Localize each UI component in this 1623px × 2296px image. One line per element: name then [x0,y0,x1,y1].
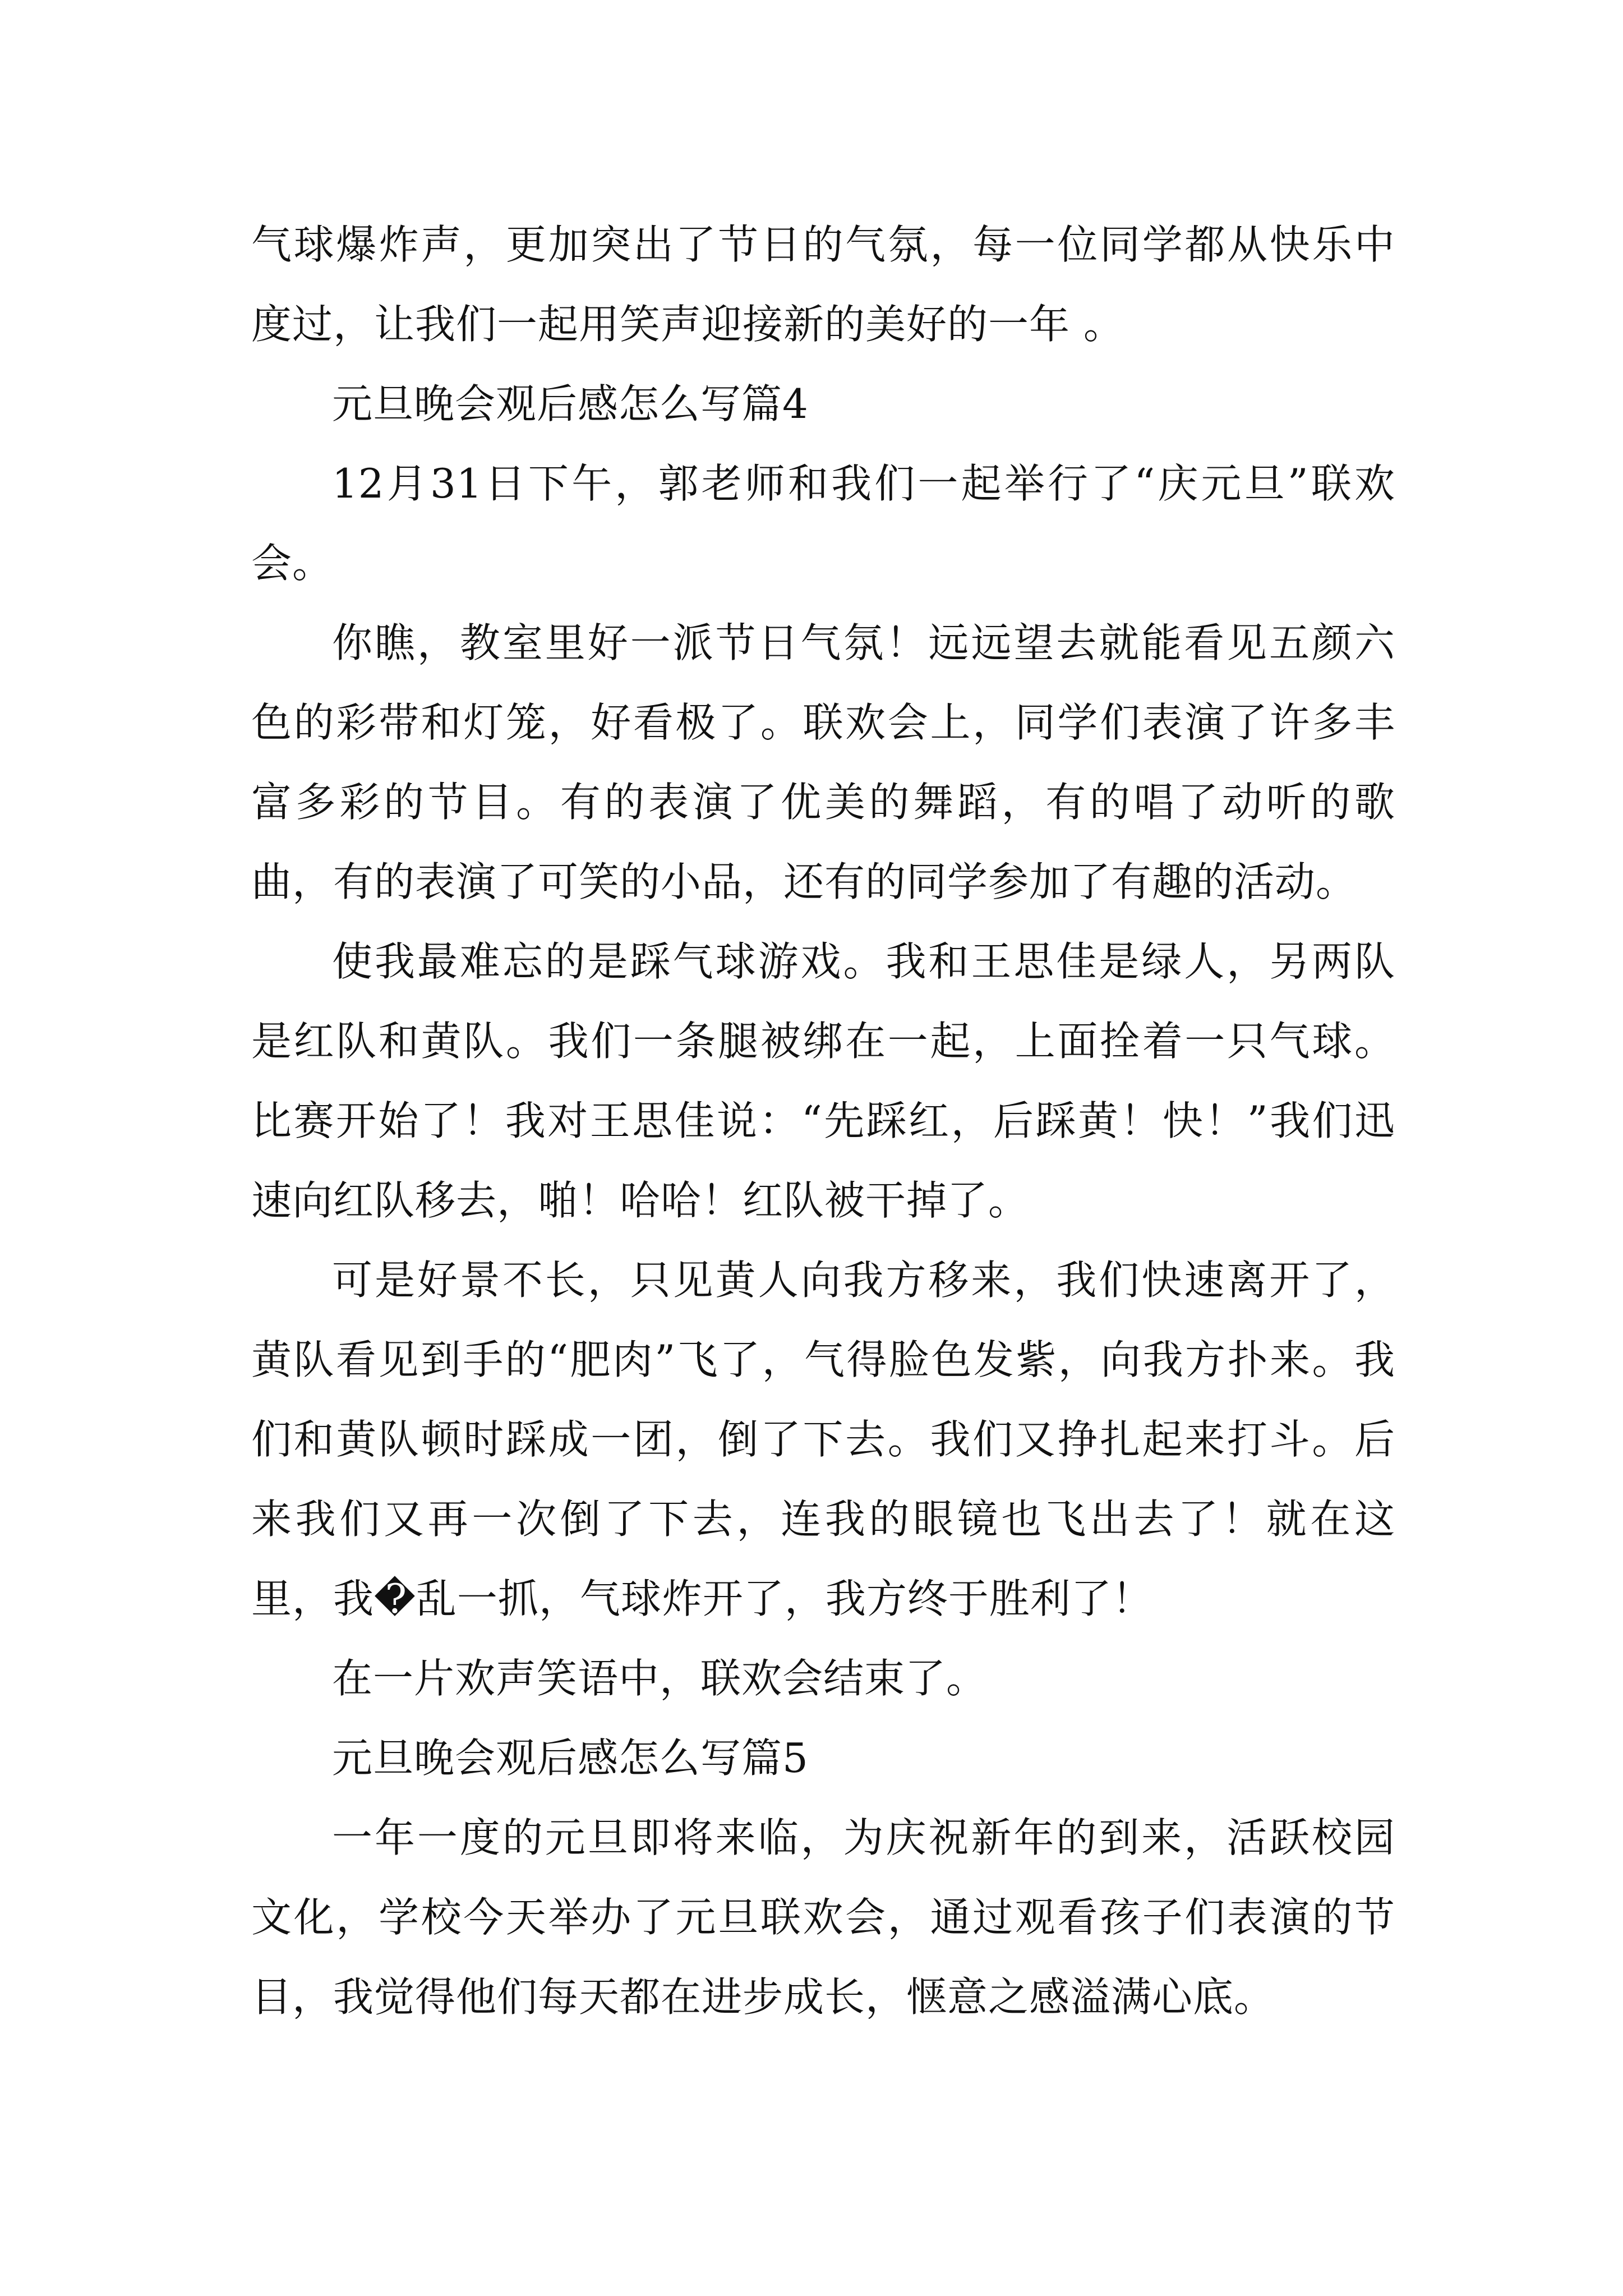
paragraph-continuation: 气球爆炸声，更加突出了节日的气氛，每一位同学都从快乐中度过，让我们一起用笑声迎接新的美好的一年 。 [251,221,1395,348]
paragraph: 在一片欢声笑语中，联欢会结束了。 [332,1655,988,1702]
paragraph: 一年一度的元旦即将来临，为庆祝新年的到来，活跃校园文化，学校今天举办了元旦联欢会，通过观看孩子们表演的节目，我觉得他们每天都在进步成长，惬意之感溢满心底。 [251,1814,1395,2021]
section-heading-5: 元旦晚会观后感怎么写篇5 [332,1734,809,1782]
document-body [251,205,1395,2037]
paragraph: 可是好景不长，只见黄人向我方移来，我们快速离开了，黄队看见到手的“肥肉”飞了，气得脸色发紫，向我方扑来。我们和黄队顿时踩成一团，倒了下去。我们又挣扎起来打斗。后来我们又再一次倒了下去，连我的眼镜也飞出去了！就在这里，我�乱一抓，气球炸开了，我方终于胜利了！ [251,1257,1395,1622]
paragraph: 12月31日下午，郭老师和我们一起举行了“庆元旦”联欢会。 [251,460,1395,587]
paragraph: 使我最难忘的是踩气球游戏。我和王思佳是绿人，另两队是红队和黄队。我们一条腿被绑在一起，上面拴着一只气球。比赛开始了！我对王思佳说：“先踩红，后踩黄！快！”我们迅速向红队移去，啪！哈哈！红队被干掉了。 [251,938,1395,1224]
section-heading-4: 元旦晚会观后感怎么写篇4 [332,380,809,427]
paragraph: 你瞧，教室里好一派节日气氛！远远望去就能看见五颜六色的彩带和灯笼，好看极了。联欢会上，同学们表演了许多丰富多彩的节目。有的表演了优美的舞蹈，有的唱了动听的歌曲，有的表演了可笑的小品，还有的同学参加了有趣的活动。 [251,619,1395,905]
